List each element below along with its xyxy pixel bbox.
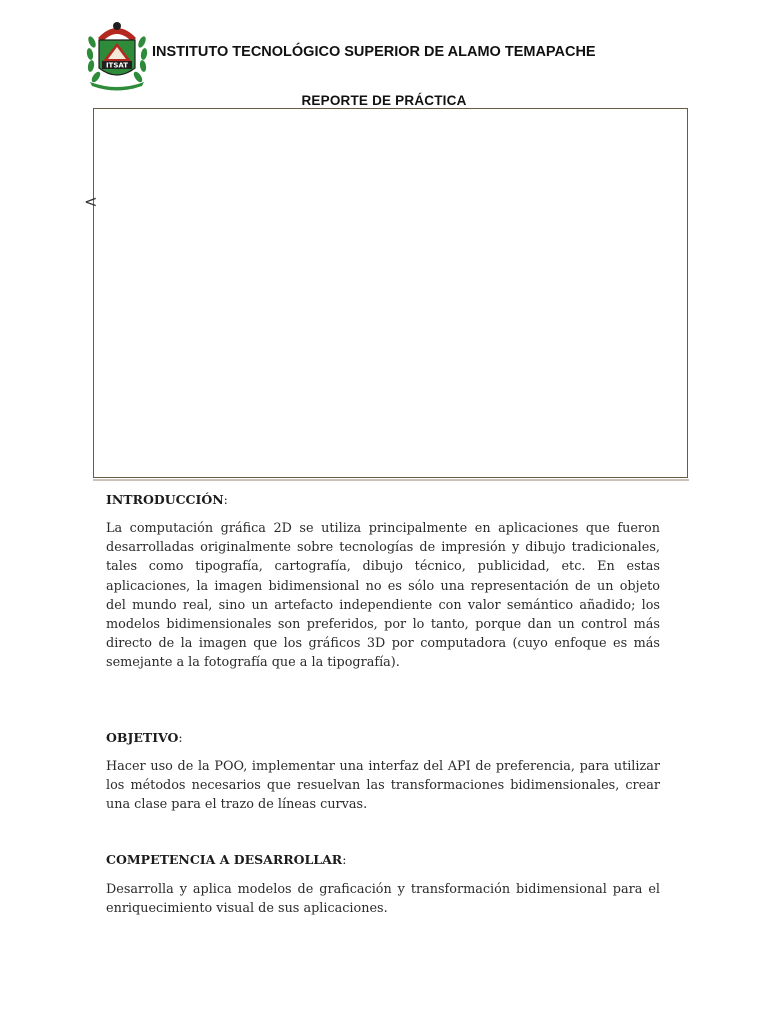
competencia-heading — [106, 852, 346, 867]
objetivo-heading-text: OBJETIVO — [106, 730, 179, 745]
institution-logo — [84, 16, 150, 92]
introduccion-heading-text: INTRODUCCIÓN — [106, 492, 224, 507]
objetivo-text: Hacer uso de la POO, implementar una interfaz del API de preferencia, para utilizar los métodos necesarios que resuelvan las transformaciones bidimensionales, crear una clase para el trazo de líneas curvas. — [106, 759, 660, 813]
blank-content-box — [93, 108, 688, 478]
objetivo-heading — [106, 730, 183, 745]
competencia-text: Desarrolla y aplica modelos de graficación y transformación bidimensional para el enriquecimiento visual de sus aplicaciones. — [106, 882, 660, 917]
logo-text: ITSAT — [105, 61, 129, 70]
heading-colon: : — [223, 492, 228, 507]
institution-name: INSTITUTO TECNOLÓGICO SUPERIOR DE ALAMO TEMAPACHE — [152, 44, 596, 60]
report-title: REPORTE DE PRÁCTICA — [301, 93, 467, 108]
competencia-heading-text: COMPETENCIA A DESARROLLAR — [106, 852, 343, 867]
heading-colon: : — [178, 730, 183, 745]
stray-character: < — [84, 192, 98, 211]
heading-colon: : — [342, 852, 347, 867]
institution-crest-icon — [84, 16, 150, 92]
introduccion-text: La computación gráfica 2D se utiliza principalmente en aplicaciones que fueron desarrolladas originalmente sobre tecnologías de impresión y dibujo tradicionales, tales como tipografía, cartografía, dibujo técnico, publicidad, etc. En estas aplicaciones, la imagen bidimensional no es sólo una representación de un objeto del mundo real, sino un artefacto independiente con valor semántico añadido; los modelos bidimensionales son preferidos, por lo tanto, porque dan un control más directo de la imagen que los gráficos 3D por computadora (cuyo enfoque es más semejante a la fotografía que a la tipografía). — [106, 521, 660, 671]
introduccion-heading — [106, 492, 228, 507]
box-shadow-divider — [93, 479, 689, 481]
